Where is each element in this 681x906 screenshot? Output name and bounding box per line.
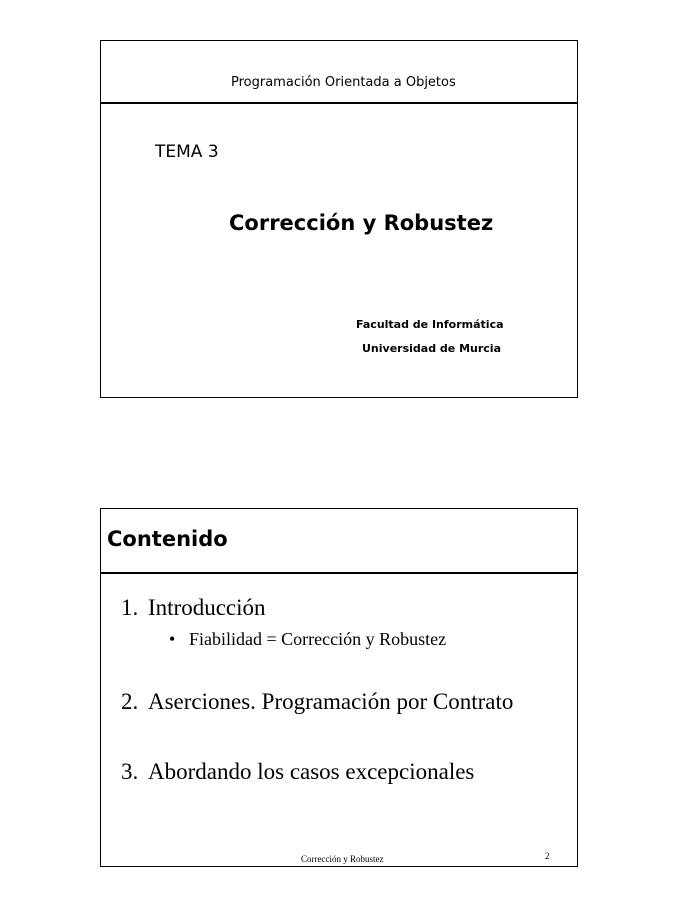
- contents-item-aserciones: [121, 689, 513, 715]
- slide-1: [100, 40, 578, 398]
- slide-1-title: Corrección y Robustez: [229, 211, 494, 235]
- item-number: 3.: [121, 759, 139, 784]
- contents-item-casos-excepcionales: [121, 759, 474, 785]
- page-number: 2: [545, 851, 550, 861]
- item-text: Introducción: [148, 595, 266, 620]
- slide-1-header: [101, 41, 577, 104]
- university-name: Universidad de Murcia: [362, 342, 501, 355]
- slide-2-header: [101, 509, 577, 574]
- course-title: Programación Orientada a Objetos: [231, 75, 456, 90]
- item-number: 2.: [121, 689, 139, 714]
- subitem-text: Fiabilidad = Corrección y Robustez: [189, 629, 447, 649]
- contents-item-introduccion: [121, 595, 266, 621]
- topic-number: TEMA 3: [155, 142, 219, 162]
- bullet-icon: •: [169, 629, 176, 649]
- item-text: Abordando los casos excepcionales: [148, 759, 475, 784]
- contents-subitem-fiabilidad: [169, 629, 446, 650]
- item-text: Aserciones. Programación por Contrato: [148, 689, 514, 714]
- slide-2: [100, 508, 578, 867]
- slide-2-title: Contenido: [107, 527, 228, 551]
- item-number: 1.: [121, 595, 139, 620]
- faculty-name: Facultad de Informática: [356, 318, 504, 331]
- slide-footer: Corrección y Robustez: [301, 854, 384, 864]
